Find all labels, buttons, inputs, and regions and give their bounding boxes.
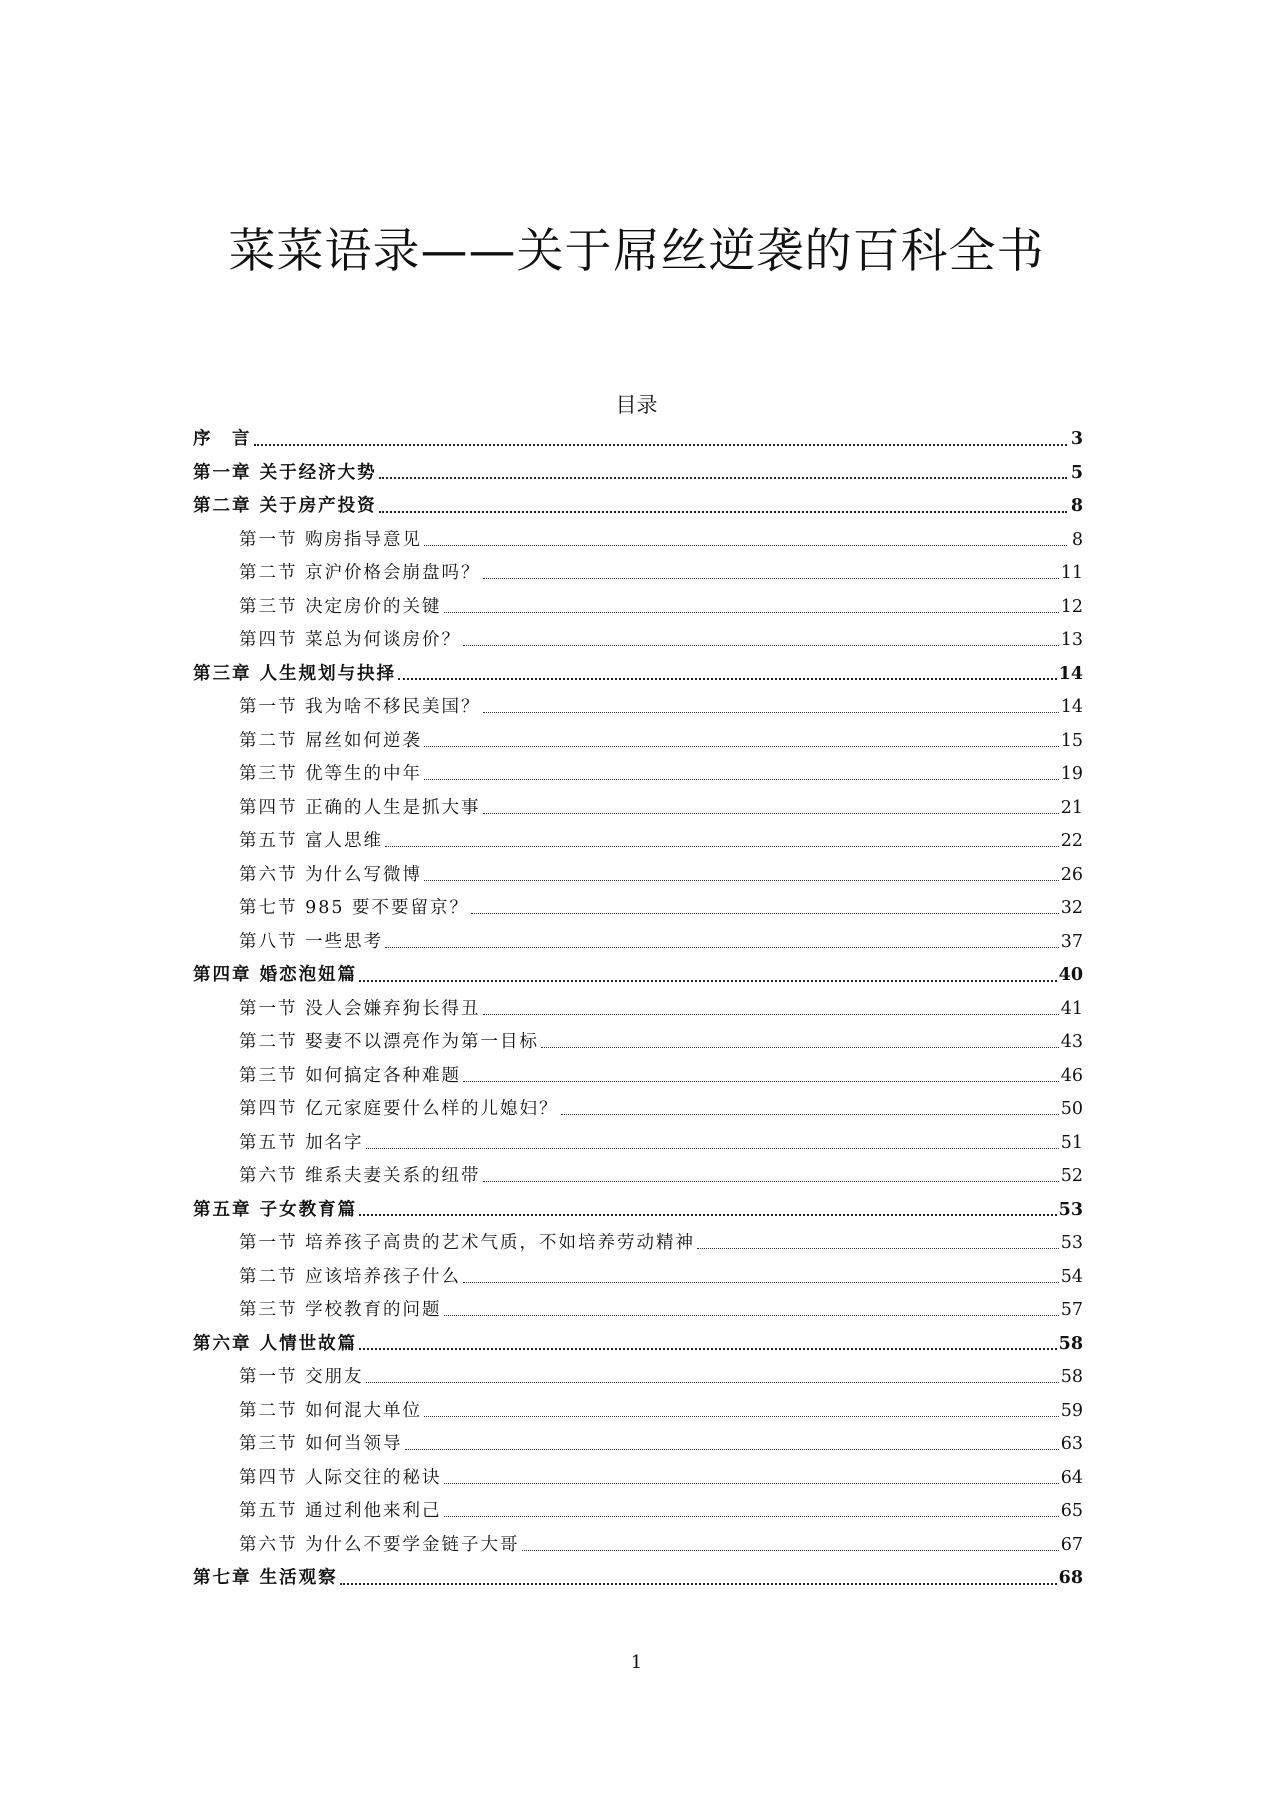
toc-entry-label: 第一节 我为啥不移民美国？ [239,697,481,717]
toc-section-entry[interactable] [193,691,1083,725]
toc-entry-label: 第六节 为什么写微博 [239,864,423,885]
toc-dot-leader [463,1282,1059,1283]
toc-dot-leader [444,1483,1059,1484]
toc-section-entry[interactable] [193,725,1083,759]
toc-entry-label: 第六节 为什么不要学金链子大哥 [239,1534,520,1555]
toc-dot-leader [424,779,1059,780]
toc-dot-leader [359,1348,1057,1350]
toc-entry-page-number: 52 [1060,1166,1083,1186]
toc-dot-leader [379,511,1067,513]
toc-dot-leader [483,1181,1059,1182]
toc-entry-label: 第一节 交朋友 [239,1367,364,1387]
toc-section-entry[interactable] [193,859,1083,893]
toc-dot-leader [398,678,1057,680]
toc-entry-page-number: 14 [1058,663,1083,684]
toc-dot-leader [444,612,1059,613]
toc-dot-leader [483,712,1059,713]
toc-entry-label: 第一节 没人会嫌弃狗长得丑 [239,998,481,1019]
toc-entry-label: 第七节 985 要不要留京？ [239,898,470,918]
toc-entry-label: 第五节 加名字 [239,1132,364,1153]
toc-section-entry[interactable] [193,792,1083,826]
toc-dot-leader [444,1315,1059,1316]
toc-section-entry[interactable] [193,1261,1083,1295]
toc-dot-leader [463,645,1059,646]
toc-section-entry[interactable] [193,1462,1083,1496]
toc-entry-label: 第四章 婚恋泡妞篇 [193,965,358,985]
toc-entry-page-number: 5 [1070,462,1083,483]
toc-entry-page-number: 53 [1058,1199,1083,1220]
toc-entry-label: 第四节 菜总为何谈房价？ [239,630,462,650]
toc-entry-page-number: 14 [1060,697,1083,717]
toc-dot-leader [483,1014,1059,1015]
toc-entry-label: 第八节 一些思考 [239,931,384,952]
toc-chapter-entry[interactable] [193,658,1083,692]
toc-dot-leader [471,913,1059,914]
toc-chapter-entry[interactable] [193,490,1083,524]
toc-chapter-entry[interactable] [193,423,1083,457]
toc-section-entry[interactable] [193,1294,1083,1328]
toc-dot-leader [366,1148,1059,1149]
toc-entry-label: 第二节 娶妻不以漂亮作为第一目标 [239,1032,540,1052]
toc-entry-page-number: 3 [1070,429,1083,449]
toc-dot-leader [483,813,1059,814]
toc-entry-page-number: 15 [1060,730,1083,751]
toc-dot-leader [385,846,1059,847]
toc-section-entry[interactable] [193,993,1083,1027]
toc-entry-page-number: 37 [1060,931,1083,952]
toc-section-entry[interactable] [193,1093,1083,1127]
toc-section-entry[interactable] [193,1026,1083,1060]
toc-entry-label: 第二节 如何混大单位 [239,1400,423,1421]
toc-dot-leader [254,444,1068,446]
toc-entry-label: 第二节 京沪价格会崩盘吗？ [239,563,481,583]
toc-dot-leader [379,477,1067,479]
toc-entry-label: 第二章 关于房产投资 [193,496,377,516]
toc-entry-page-number: 63 [1060,1434,1083,1454]
toc-entry-label: 第一章 关于经济大势 [193,462,377,483]
toc-dot-leader [424,880,1059,881]
toc-entry-page-number: 57 [1060,1300,1083,1320]
toc-section-entry[interactable] [193,926,1083,960]
toc-entry-page-number: 68 [1058,1568,1083,1588]
toc-entry-page-number: 50 [1060,1099,1083,1119]
toc-entry-page-number: 59 [1060,1400,1083,1421]
toc-section-entry[interactable] [193,1529,1083,1563]
toc-section-entry[interactable] [193,524,1083,558]
toc-heading: 目录 [615,393,658,417]
toc-section-entry[interactable] [193,825,1083,859]
toc-entry-page-number: 26 [1060,864,1083,885]
toc-entry-label: 第五节 通过利他来利己 [239,1501,442,1521]
toc-entry-page-number: 53 [1060,1233,1083,1253]
toc-entry-label: 第三节 决定房价的关键 [239,596,442,617]
toc-entry-label: 第七章 生活观察 [193,1568,338,1588]
toc-entry-label: 序 言 [193,429,252,449]
toc-entry-label: 第五节 富人思维 [239,831,384,851]
toc-entry-page-number: 46 [1060,1065,1083,1086]
toc-entry-page-number: 58 [1060,1367,1083,1387]
toc-chapter-entry[interactable] [193,1328,1083,1362]
toc-section-entry[interactable] [193,892,1083,926]
toc-dot-leader [385,947,1059,948]
toc-dot-leader [359,1214,1057,1216]
toc-entry-page-number: 51 [1060,1132,1083,1153]
toc-entry-page-number: 54 [1060,1266,1083,1287]
toc-entry-label: 第四节 人际交往的秘诀 [239,1467,442,1488]
toc-section-entry[interactable] [193,591,1083,625]
toc-dot-leader [340,1583,1057,1585]
toc-entry-page-number: 41 [1060,998,1083,1019]
document-title: 菜菜语录——关于屌丝逆袭的百科全书 [228,224,1045,279]
toc-dot-leader [483,578,1059,579]
toc-entry-label: 第三节 学校教育的问题 [239,1300,442,1320]
toc-entry-page-number: 12 [1060,596,1083,617]
toc-entry-page-number: 21 [1060,797,1083,818]
toc-entry-page-number: 43 [1060,1032,1083,1052]
toc-entry-page-number: 19 [1060,764,1083,784]
toc-section-entry[interactable] [193,1395,1083,1429]
toc-dot-leader [424,1416,1059,1417]
toc-entry-page-number: 65 [1060,1501,1083,1521]
toc-dot-leader [541,1047,1059,1048]
table-of-contents [193,423,1083,1596]
toc-dot-leader [522,1550,1059,1551]
toc-section-entry[interactable] [193,1361,1083,1395]
toc-section-entry[interactable] [193,1428,1083,1462]
toc-entry-page-number: 8 [1070,496,1083,516]
toc-section-entry[interactable] [193,1127,1083,1161]
toc-entry-label: 第六节 维系夫妻关系的纽带 [239,1166,481,1186]
toc-entry-label: 第二节 应该培养孩子什么 [239,1266,462,1287]
page-number: 1 [630,1652,643,1673]
toc-section-entry[interactable] [193,758,1083,792]
toc-dot-leader [444,1516,1059,1517]
toc-section-entry[interactable] [193,1227,1083,1261]
toc-entry-page-number: 8 [1071,529,1083,550]
toc-entry-page-number: 67 [1060,1534,1083,1555]
toc-entry-label: 第四节 正确的人生是抓大事 [239,797,481,818]
toc-entry-label: 第六章 人情世故篇 [193,1333,358,1354]
toc-entry-page-number: 64 [1060,1467,1083,1488]
toc-section-entry[interactable] [193,1495,1083,1529]
toc-entry-label: 第三节 优等生的中年 [239,764,423,784]
toc-entry-label: 第三节 如何当领导 [239,1434,403,1454]
toc-entry-page-number: 11 [1060,563,1083,583]
toc-entry-page-number: 32 [1060,898,1083,918]
toc-entry-label: 第一节 购房指导意见 [239,529,423,550]
toc-chapter-entry[interactable] [193,457,1083,491]
toc-section-entry[interactable] [193,557,1083,591]
toc-entry-label: 第五章 子女教育篇 [193,1199,358,1220]
toc-entry-label: 第三节 如何搞定各种难题 [239,1065,462,1086]
toc-dot-leader [405,1449,1059,1450]
toc-entry-label: 第三章 人生规划与抉择 [193,663,397,684]
toc-dot-leader [359,980,1057,982]
toc-entry-page-number: 40 [1058,965,1083,985]
toc-chapter-entry[interactable] [193,959,1083,993]
toc-dot-leader [424,545,1067,546]
toc-dot-leader [697,1248,1059,1249]
toc-entry-page-number: 22 [1060,831,1083,851]
toc-dot-leader [366,1382,1059,1383]
toc-entry-label: 第一节 培养孩子高贵的艺术气质，不如培养劳动精神 [239,1233,696,1253]
toc-section-entry[interactable] [193,624,1083,658]
toc-entry-page-number: 58 [1058,1333,1083,1354]
toc-section-entry[interactable] [193,1160,1083,1194]
toc-entry-label: 第四节 亿元家庭要什么样的儿媳妇？ [239,1099,559,1119]
toc-section-entry[interactable] [193,1060,1083,1094]
toc-dot-leader [561,1114,1059,1115]
toc-entry-label: 第二节 屌丝如何逆袭 [239,730,423,751]
toc-entry-page-number: 13 [1060,630,1083,650]
toc-chapter-entry[interactable] [193,1194,1083,1228]
toc-dot-leader [424,746,1059,747]
toc-chapter-entry[interactable] [193,1562,1083,1596]
toc-dot-leader [463,1081,1059,1082]
